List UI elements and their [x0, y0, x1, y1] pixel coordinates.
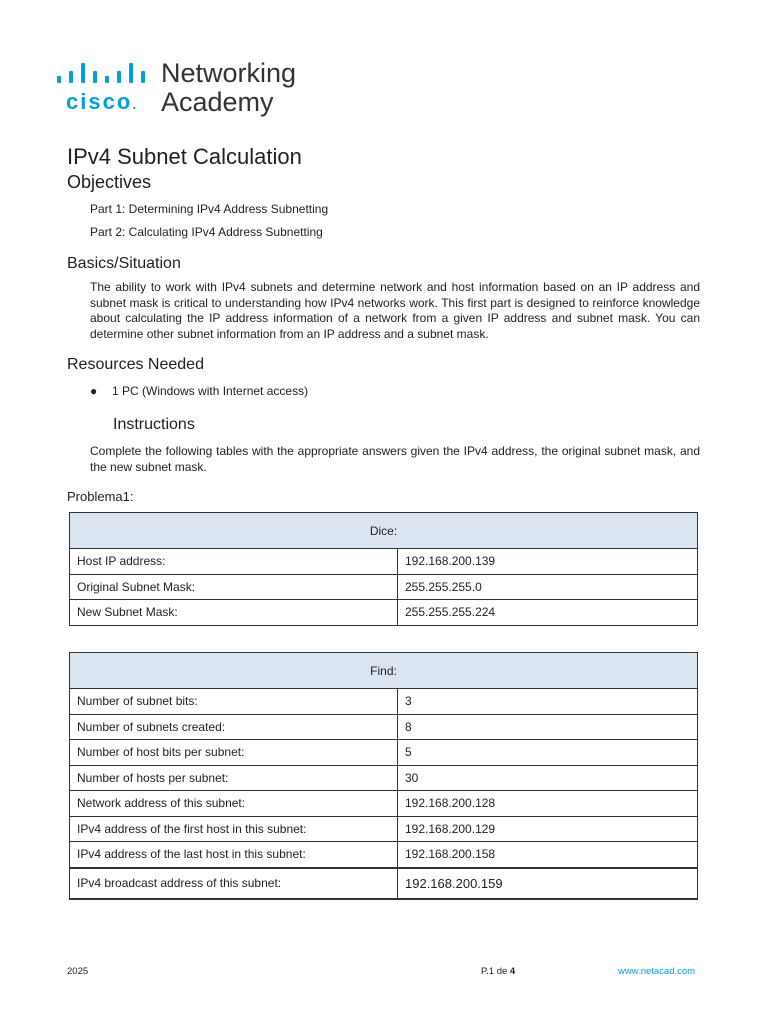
problem-label: Problema1: — [67, 489, 134, 504]
find-label: Number of hosts per subnet: — [70, 765, 398, 791]
footer-year: 2025 — [67, 966, 89, 977]
resources-heading: Resources Needed — [67, 356, 204, 373]
table-row — [70, 600, 698, 626]
footer-page-number: P.1 de 4 — [481, 966, 516, 977]
objective-part-2: Part 2: Calculating IPv4 Address Subnetting — [90, 225, 323, 239]
find-answer: 5 — [398, 740, 698, 766]
table-row — [70, 816, 698, 842]
table-row — [70, 714, 698, 740]
objective-part-1: Part 1: Determining IPv4 Address Subnetting — [90, 202, 329, 216]
table-row — [70, 765, 698, 791]
given-table — [69, 512, 698, 626]
find-table — [69, 652, 698, 900]
find-answer: 3 — [398, 689, 698, 715]
logo-networking-text: Networking — [161, 58, 297, 88]
table-row — [70, 574, 698, 600]
basics-paragraph: The ability to work with IPv4 subnets and determine network and host information based on an IP address and subnet mask is critical to understanding how IPv4 networks work. This first part is designed to reinforce knowledge about calculating the IP address information of a network from a given IP address and subnet mask. You can determine other subnet information from an IP address and a subnet mask. — [90, 280, 700, 341]
given-label: Original Subnet Mask: — [70, 574, 398, 600]
find-label: Number of subnets created: — [70, 714, 398, 740]
resource-item: ● 1 PC (Windows with Internet access) — [90, 384, 309, 398]
table-row — [70, 689, 698, 715]
instructions-heading: Instructions — [113, 416, 195, 433]
table-row — [70, 868, 698, 899]
find-label: Network address of this subnet: — [70, 791, 398, 817]
logo-academy-text: Academy — [161, 87, 274, 117]
basics-heading: Basics/Situation — [67, 255, 181, 272]
cisco-networking-academy-logo — [56, 58, 316, 120]
find-table-header: Find: — [70, 653, 698, 689]
page-title: IPv4 Subnet Calculation — [67, 144, 302, 169]
find-answer: 8 — [398, 714, 698, 740]
find-label: IPv4 address of the first host in this subnet: — [70, 816, 398, 842]
find-answer: 192.168.200.129 — [398, 816, 698, 842]
cisco-wordmark: cisco. — [66, 89, 139, 114]
find-label: Number of subnet bits: — [70, 689, 398, 715]
given-label: New Subnet Mask: — [70, 600, 398, 626]
find-answer: 192.168.200.159 — [398, 868, 698, 899]
given-value: 192.168.200.139 — [398, 549, 698, 575]
find-label: IPv4 broadcast address of this subnet: — [70, 868, 398, 899]
given-value: 255.255.255.0 — [398, 574, 698, 600]
table-row — [70, 549, 698, 575]
find-answer: 30 — [398, 765, 698, 791]
cisco-bars-icon — [56, 63, 152, 83]
given-label: Host IP address: — [70, 549, 398, 575]
table-row — [70, 740, 698, 766]
find-label: Number of host bits per subnet: — [70, 740, 398, 766]
table-row — [70, 791, 698, 817]
objectives-heading: Objectives — [67, 172, 152, 192]
table-row — [70, 842, 698, 868]
footer-link[interactable]: www.netacad.com — [618, 966, 696, 977]
find-answer: 192.168.200.128 — [398, 791, 698, 817]
instructions-paragraph: Complete the following tables with the appropriate answers given the IPv4 address, the original subnet mask, and the new subnet mask. — [90, 444, 700, 474]
find-label: IPv4 address of the last host in this subnet: — [70, 842, 398, 868]
find-answer: 192.168.200.158 — [398, 842, 698, 868]
given-table-header: Dice: — [70, 513, 698, 549]
given-value: 255.255.255.224 — [398, 600, 698, 626]
